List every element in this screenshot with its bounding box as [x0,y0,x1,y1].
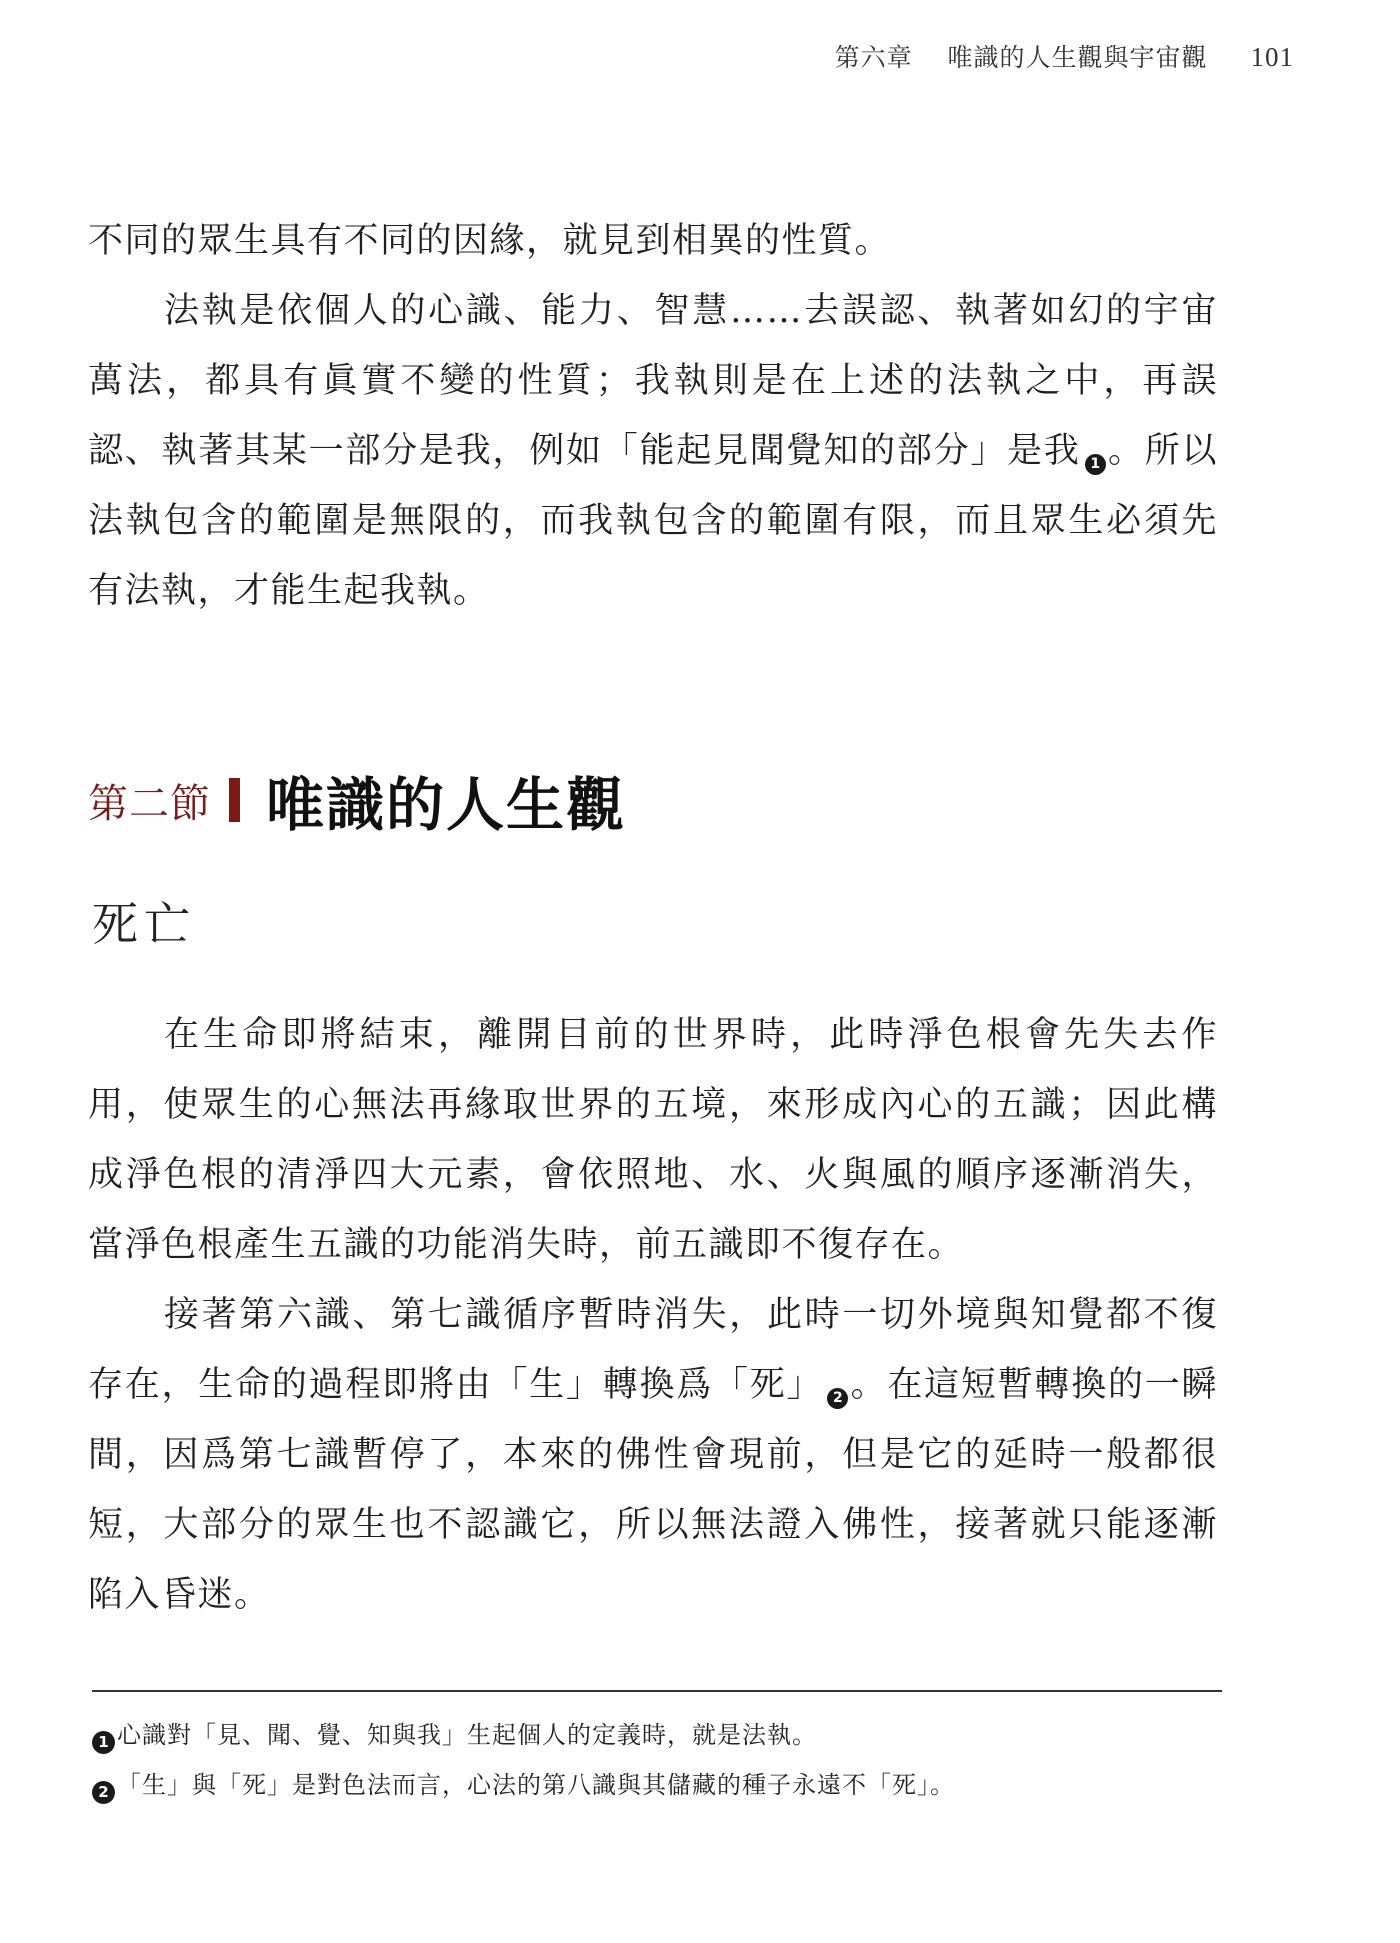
page-number: 101 [1250,42,1294,72]
footnote-marker-2: 2 [827,1388,848,1409]
paragraph-death-2 [88,1280,1218,1630]
chapter-title: 唯識的人生觀與宇宙觀 [947,43,1208,72]
footnote-marker-1: 1 [1085,454,1106,475]
paragraph-text: 。在這短暫轉換的一瞬間，因爲第七識暫停了，本來的佛性會現前，但是它的延時一般都很短，大部分的眾生也不認識它，所以無法證入佛性，接著就只能逐漸陷入昏迷。 [88,1365,1218,1615]
footnote-text: 心識對「見、聞、覺、知與我」生起個人的定義時，就是法執。 [117,1721,817,1749]
subheading-death: 死亡 [92,897,196,951]
footnotes [92,1710,1232,1810]
paragraph-dharma-attachment [88,276,1218,626]
running-header [835,38,1294,74]
footnote-text: 「生」與「死」是對色法而言，心法的第八識與其儲藏的種子永遠不「死」。 [117,1771,955,1799]
footnote-2 [92,1760,1232,1810]
paragraph-text: 法執是依個人的心識、能力、智慧……去誤認、執著如幻的宇宙萬法，都具有眞實不變的性質；我執則是在上述的法執之中，再誤認、執著其某一部分是我，例如「能起見聞覺知的部分」是我 [88,291,1218,471]
footnote-1 [92,1710,1232,1760]
section-heading [88,758,626,842]
footnote-number-2: 2 [92,1781,115,1804]
paragraph-text: 接著第六識、第七識循序暫時消失，此時一切外境與知覺都不復存在，生命的過程即將由「生」轉換爲「死」 [88,1295,1218,1405]
section-label: 第二節 [88,780,211,827]
chapter-label: 第六章 [834,43,913,72]
paragraph-death-1: 在生命即將結束，離開目前的世界時，此時淨色根會先失去作用，使眾生的心無法再緣取世界的五境，來形成內心的五識；因此構成淨色根的清淨四大元素，會依照地、水、火與風的順序逐漸消失，當淨色根產生五識的功能消失時，前五識即不復存在。 [88,1015,1218,1265]
footnote-divider [92,1690,1222,1692]
section-title: 唯識的人生觀 [266,771,627,839]
section-divider-bar [229,778,240,822]
paragraph-continued: 不同的眾生具有不同的因緣，就見到相異的性質。 [88,221,892,261]
paragraph-text: 。所以法執包含的範圍是無限的，而我執包含的範圍有限，而且眾生必須先有法執，才能生起我執。 [88,431,1218,611]
footnote-number-1: 1 [92,1731,115,1754]
